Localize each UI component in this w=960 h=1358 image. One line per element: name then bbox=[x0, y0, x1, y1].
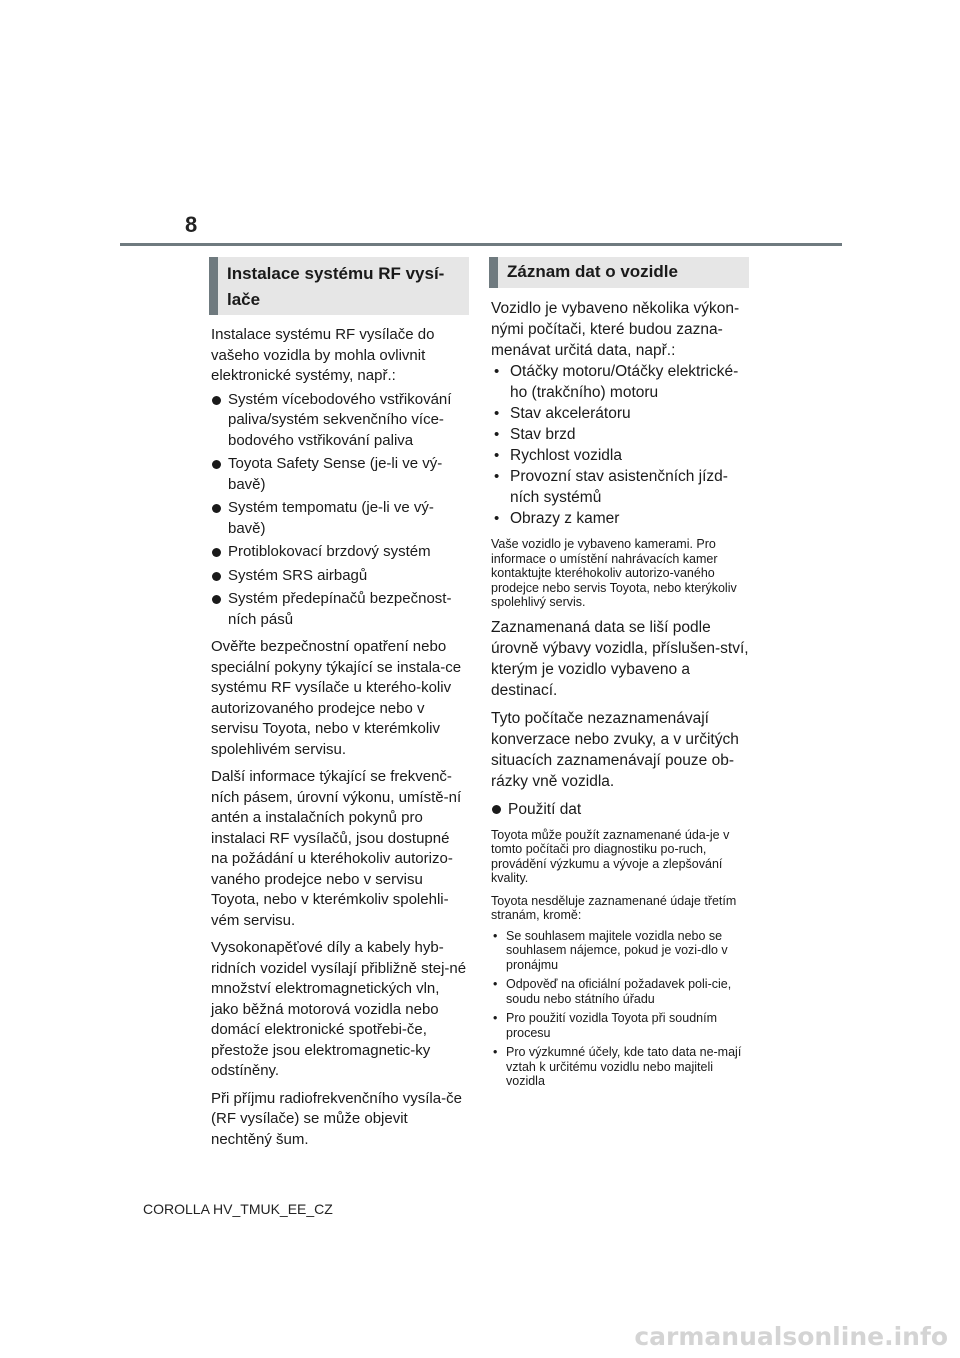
list-item: Systém tempomatu (je-li ve vý-bavě) bbox=[211, 498, 469, 539]
rf-paragraph-noise: Při příjmu radiofrekvenčního vysíla-če (RF vysílače) se může objevit nechtěný šum. bbox=[211, 1089, 462, 1148]
rf-paragraph-info: Další informace týkající se frekvenč-ních pásem, úrovní výkonu, umístě-ní antén a instalačních pokynů pro instalaci RF vysílačů, jsou dostupné na požádání u kteréhokoliv autorizo-vaného prodejce nebo v servisu Toyota, nebo v kterémkoliv spolehli-vém servisu. bbox=[211, 768, 462, 929]
list-item: • Obrazy z kamer bbox=[494, 510, 620, 527]
bullet-dot-icon bbox=[212, 548, 221, 557]
list-item: • Se souhlasem majitele vozidla nebo se souhlasem nájemce, pokud je vozi-dlo v pronájmu bbox=[493, 928, 728, 972]
list-item: • Provozní stav asistenčních jízd-ních systémů bbox=[494, 468, 728, 506]
subsection-data-usage: Použití dat bbox=[491, 799, 749, 820]
rf-intro-text: Instalace systému RF vysílače do vašeho vozidla by mohla ovlivnit elektronické systémy, např.: bbox=[211, 326, 435, 384]
camera-note: Vaše vozidlo je vybaveno kamerami. Pro informace o umístění nahrávacích kamer kontaktujte kteréhokoliv autorizo-vaného prodejce nebo servis Toyota, nebo kterýkoliv spolehlivý servis. bbox=[491, 537, 737, 609]
bullet-dot-icon bbox=[492, 805, 501, 814]
list-item: Systém SRS airbagů bbox=[211, 566, 469, 587]
watermark: carmanualsonline.info bbox=[634, 1322, 948, 1351]
bullet-dot-icon bbox=[212, 572, 221, 581]
data-disclosure-text: Toyota nesděluje zaznamenané údaje třetím stranám, kromě: bbox=[491, 893, 737, 922]
page-number: 8 bbox=[185, 212, 198, 237]
header-rule bbox=[120, 243, 842, 246]
section-heading-rf-transmitter: Instalace systému RF vysí-lače bbox=[209, 257, 469, 315]
list-item: • Stav akcelerátoru bbox=[494, 405, 631, 422]
list-item: • Rychlost vozidla bbox=[494, 447, 622, 464]
bullet-dot-icon bbox=[212, 595, 221, 604]
bullet-dot-icon bbox=[212, 460, 221, 469]
data-paragraph-variation: Zaznamenaná data se liší podle úrovně výbavy vozidla, příslušen-ství, kterým je vozidlo vybaveno a destinací. bbox=[491, 618, 749, 699]
data-paragraph-no-audio: Tyto počítače nezaznamenávají konverzace nebo zvuky, a v určitých situacích zaznamenávají pouze ob-rázky vně vozidla. bbox=[491, 709, 739, 790]
rf-paragraph-hybrid: Vysokonapěťové díly a kabely hyb-ridních vozidel vysílají přibližně stej-né množství elektromagnetických vln, jako běžná motorová vozidla nebo domácí elektronické spotřebi-če, přestože jsou elektromagnetic-ky odstíněny. bbox=[211, 939, 467, 1079]
rf-paragraph-safety: Ověřte bezpečnostní opatření nebo speciální pokyny týkající se instala-ce systému RF vysílače u kterého-koliv autorizovaného prodejce nebo v servisu Toyota, nebo v kterémkoliv spolehlivém servisu. bbox=[211, 638, 462, 758]
section-heading-data-recording: Záznam dat o vozidle bbox=[489, 257, 749, 288]
list-item: Systém vícebodového vstřikování paliva/systém sekvenčního více-bodového vstřikování paliva bbox=[211, 390, 469, 452]
list-item: Systém předepínačů bezpečnost-ních pásů bbox=[211, 589, 469, 630]
bullet-dot-icon bbox=[212, 504, 221, 513]
disclosure-exceptions-list bbox=[491, 929, 749, 1089]
data-usage-text: Toyota může použít zaznamenané úda-je v tomto počítači pro diagnostiku po-ruch, provádění výzkumu a vývoje a zlepšování kvality. bbox=[491, 827, 730, 885]
list-item: • Pro výzkumné účely, kde tato data ne-mají vztah k určitému vozidlu nebo majiteli vozidla bbox=[493, 1045, 742, 1088]
right-column bbox=[491, 257, 749, 1089]
list-item: Protiblokovací brzdový systém bbox=[211, 542, 469, 563]
data-intro-text: Vozidlo je vybaveno několika výkon-nými počítači, které budou zazna-menávat určitá data, např.: bbox=[491, 300, 740, 359]
left-column bbox=[211, 257, 469, 1150]
list-item: • Stav brzd bbox=[494, 426, 576, 443]
recorded-data-list bbox=[491, 361, 749, 529]
list-item: • Pro použití vozidla Toyota při soudním procesu bbox=[493, 1011, 717, 1040]
rf-affected-systems-list bbox=[211, 390, 469, 631]
list-item: • Otáčky motoru/Otáčky elektrické-ho (trakčního) motoru bbox=[494, 363, 739, 401]
list-item: Toyota Safety Sense (je-li ve vý-bavě) bbox=[211, 454, 469, 495]
list-item: • Odpověď na oficiální požadavek poli-cie, soudu nebo státního úřadu bbox=[493, 977, 732, 1006]
footer-model-code: COROLLA HV_TMUK_EE_CZ bbox=[143, 1201, 333, 1217]
bullet-dot-icon bbox=[212, 396, 221, 405]
